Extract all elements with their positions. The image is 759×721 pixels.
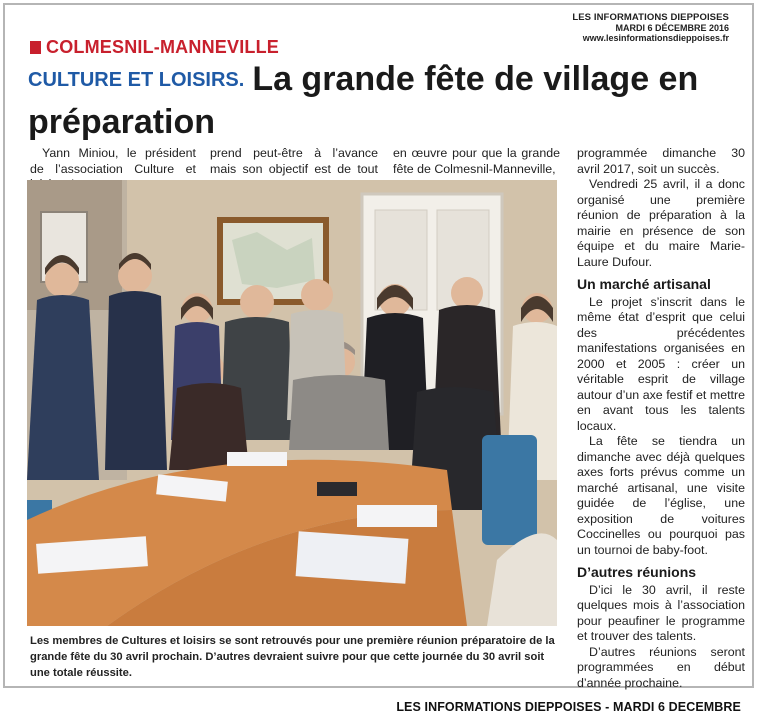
kicker-square-icon: [30, 41, 41, 54]
page-footer: LES INFORMATIONS DIEPPOISES - MARDI 6 DECEMBRE: [396, 700, 741, 714]
masthead-url: www.lesinformationsdieppoises.fr: [582, 33, 729, 43]
column-2-text: prend peut-être à l’avance mais son objectif est de tout: [210, 146, 378, 176]
masthead: [572, 13, 729, 43]
subheading-marche-artisanal: Un marché artisanal: [577, 276, 711, 292]
masthead-date: MARDI 6 DÉCEMBRE 2016: [615, 23, 729, 33]
section-kicker: [30, 37, 279, 58]
text-column-4: [577, 146, 745, 691]
photo-caption: Les membres de Cultures et loisirs se sont retrouvés pour une première réunion préparatoire de la grande fête du 30 avril prochain. D’autres devraient suivre pour que cette journée du 30 avril soit une totale réussite.: [30, 635, 555, 679]
article-photo: [27, 180, 557, 626]
kicker-text: COLMESNIL-MANNEVILLE: [46, 37, 279, 57]
column-4-paragraph-3: Le projet s’inscrit dans le même état d’esprit que celui des précédentes manifestations organisées en 2000 et 2005 : créer un véritable esprit de village autour d’un axe festif et mettre en avant tous les talents locaux.: [577, 294, 745, 433]
text-column-3: [393, 146, 560, 177]
headline-title: La grande fête de village en préparation: [28, 60, 699, 141]
column-4-paragraph-4: La fête se tiendra un dimanche avec déjà quelques axes forts prévus comme un marché artisanal, une visite guidée de l’église, une exposition de voitures Coccinelles ou pourquoi pas un tournoi de baby-foot.: [577, 434, 745, 557]
subheading-autres-reunions: D’autres réunions: [577, 564, 697, 580]
masthead-name: LES INFORMATIONS DIEPPOISES: [572, 12, 729, 23]
headline-category: CULTURE ET LOISIRS.: [28, 69, 245, 91]
article-headline: [28, 61, 748, 147]
group-meeting-photo: [27, 180, 557, 626]
column-4-paragraph-2: Vendredi 25 avril, il a donc organisé une première réunion de préparation à la mairie en présence de son équipe et du maire Marie-Laure Dufour.: [577, 177, 745, 269]
column-4-paragraph-1: programmée dimanche 30 avril 2017, soit un succès.: [577, 146, 745, 176]
column-1-text: Yann Miniou, le président de l’association Culture et: [30, 146, 196, 176]
column-3-text: en œuvre pour que la grande fête de Colmesnil-Manneville,: [393, 146, 560, 176]
column-4-paragraph-6: D’autres réunions seront programmées en début d’année prochaine.: [577, 644, 745, 690]
column-4-paragraph-5: D’ici le 30 avril, il reste quelques mois à l’association pour peaufiner le programme et trouver des talents.: [577, 582, 745, 643]
